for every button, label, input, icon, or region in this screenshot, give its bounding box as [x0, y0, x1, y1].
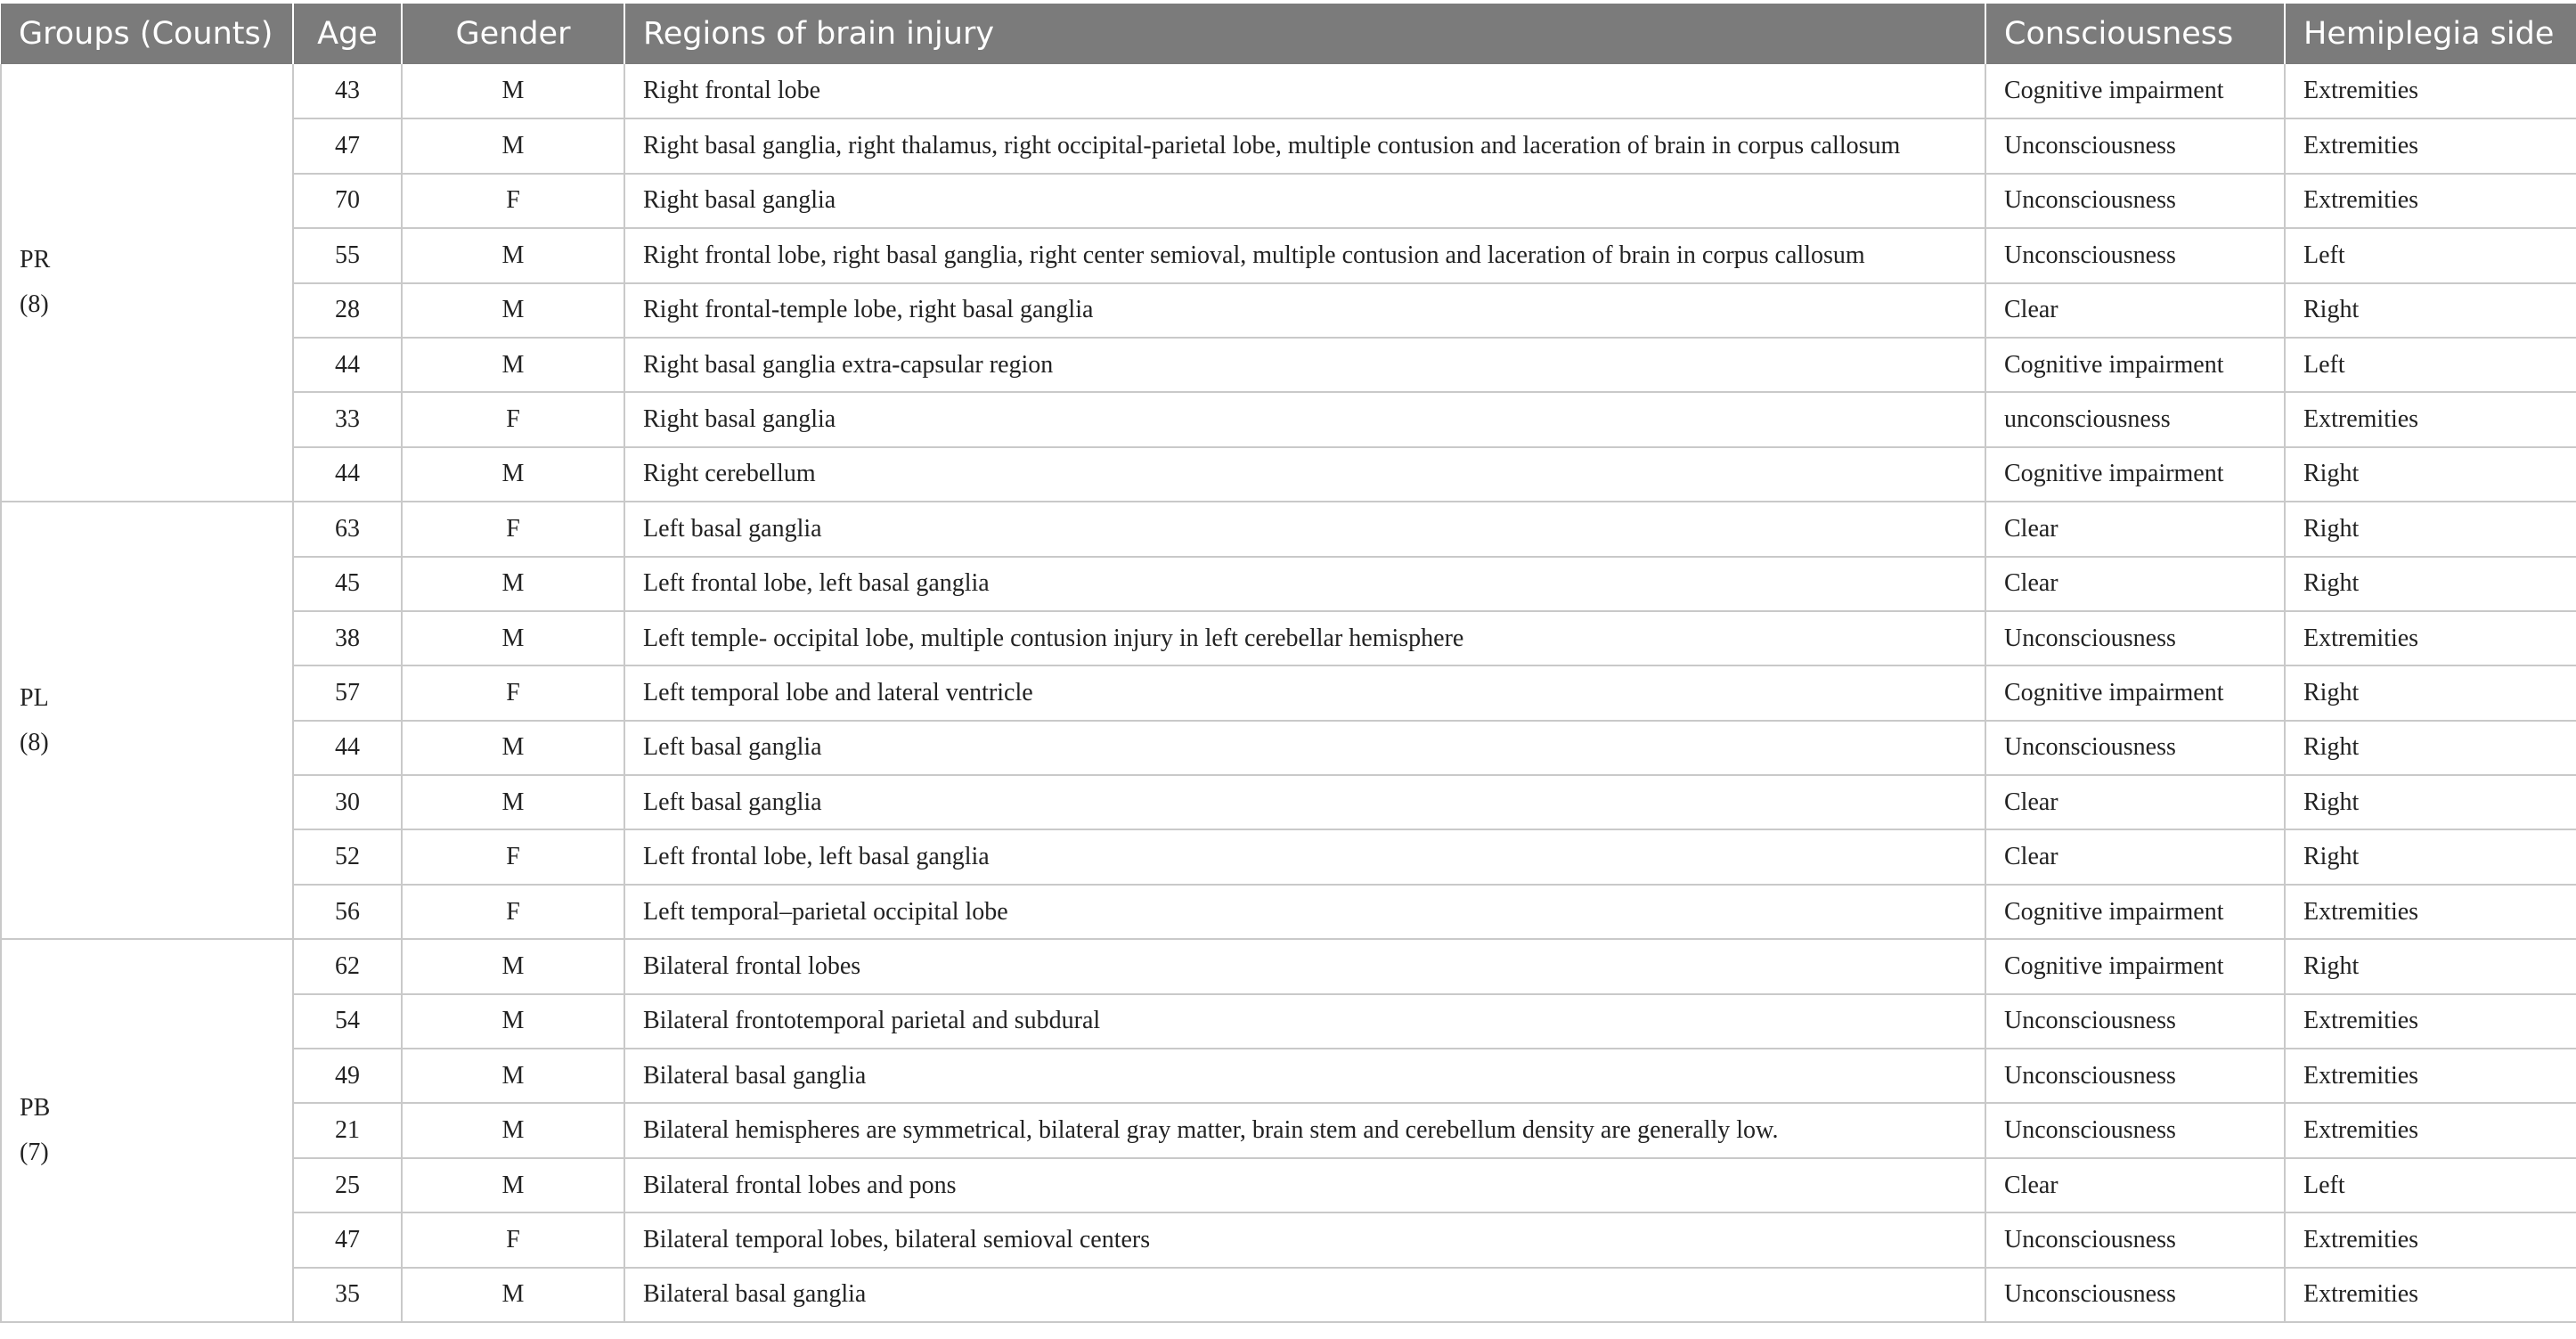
table-row — [1, 829, 2576, 884]
table-row — [1, 557, 2576, 611]
consciousness-cell: Cognitive impairment — [1985, 939, 2285, 993]
consciousness-cell: Clear — [1985, 283, 2285, 338]
hemiplegia-cell: Left — [2285, 1158, 2576, 1212]
hemiplegia-cell: Extremities — [2285, 174, 2576, 228]
table-row — [1, 1212, 2576, 1267]
gender-cell: F — [402, 502, 624, 556]
group-name: PR — [20, 246, 51, 274]
consciousness-cell: Clear — [1985, 1158, 2285, 1212]
region-cell: Left temple- occipital lobe, multiple contusion injury in left cerebellar hemisphere — [624, 611, 1985, 665]
gender-cell: M — [402, 1268, 624, 1322]
consciousness-cell: Cognitive impairment — [1985, 447, 2285, 502]
gender-cell: M — [402, 994, 624, 1049]
age-cell: 63 — [293, 502, 402, 556]
region-cell: Left frontal lobe, left basal ganglia — [624, 829, 1985, 884]
age-cell: 52 — [293, 829, 402, 884]
age-cell: 35 — [293, 1268, 402, 1322]
region-cell: Left frontal lobe, left basal ganglia — [624, 557, 1985, 611]
age-cell: 21 — [293, 1103, 402, 1157]
consciousness-cell: Unconsciousness — [1985, 228, 2285, 282]
table-row — [1, 174, 2576, 228]
age-cell: 25 — [293, 1158, 402, 1212]
region-cell: Right frontal-temple lobe, right basal ganglia — [624, 283, 1985, 338]
region-cell: Bilateral hemispheres are symmetrical, bilateral gray matter, brain stem and cerebellum density are generally low. — [624, 1103, 1985, 1157]
gender-cell: M — [402, 1158, 624, 1212]
hemiplegia-cell: Extremities — [2285, 392, 2576, 446]
region-cell: Left basal ganglia — [624, 775, 1985, 829]
region-cell: Left basal ganglia — [624, 721, 1985, 775]
consciousness-cell: Cognitive impairment — [1985, 338, 2285, 392]
age-cell: 56 — [293, 885, 402, 939]
gender-cell: M — [402, 447, 624, 502]
hemiplegia-cell: Extremities — [2285, 994, 2576, 1049]
gender-cell: F — [402, 174, 624, 228]
hemiplegia-cell: Right — [2285, 665, 2576, 720]
consciousness-cell: Unconsciousness — [1985, 174, 2285, 228]
hemiplegia-cell: Extremities — [2285, 1049, 2576, 1103]
consciousness-cell: Unconsciousness — [1985, 1049, 2285, 1103]
gender-cell: M — [402, 283, 624, 338]
age-cell: 38 — [293, 611, 402, 665]
group-count: (8) — [20, 728, 49, 756]
hemiplegia-cell: Right — [2285, 557, 2576, 611]
table-row — [1, 228, 2576, 282]
gender-cell: M — [402, 228, 624, 282]
consciousness-cell: Unconsciousness — [1985, 611, 2285, 665]
consciousness-cell: Unconsciousness — [1985, 1268, 2285, 1322]
consciousness-cell: Clear — [1985, 829, 2285, 884]
hemiplegia-cell: Right — [2285, 447, 2576, 502]
region-cell: Right basal ganglia extra-capsular region — [624, 338, 1985, 392]
gender-cell: M — [402, 338, 624, 392]
gender-cell: F — [402, 665, 624, 720]
hemiplegia-cell: Right — [2285, 283, 2576, 338]
region-cell: Bilateral temporal lobes, bilateral semioval centers — [624, 1212, 1985, 1267]
patient-table — [0, 4, 2576, 1323]
region-cell: Right frontal lobe — [624, 64, 1985, 118]
hemiplegia-cell: Extremities — [2285, 1212, 2576, 1267]
hemiplegia-cell: Extremities — [2285, 611, 2576, 665]
table-row — [1, 447, 2576, 502]
patient-table-container — [0, 4, 2576, 1323]
group-count: (8) — [20, 290, 49, 319]
table-row — [1, 1158, 2576, 1212]
age-cell: 47 — [293, 118, 402, 173]
consciousness-cell: unconsciousness — [1985, 392, 2285, 446]
hemiplegia-cell: Extremities — [2285, 118, 2576, 173]
consciousness-cell: Unconsciousness — [1985, 118, 2285, 173]
table-body — [1, 64, 2576, 1322]
group-name: PB — [20, 1094, 51, 1123]
age-cell: 47 — [293, 1212, 402, 1267]
region-cell: Right basal ganglia — [624, 392, 1985, 446]
consciousness-cell: Cognitive impairment — [1985, 665, 2285, 720]
group-count: (7) — [20, 1139, 49, 1167]
age-cell: 55 — [293, 228, 402, 282]
consciousness-cell: Unconsciousness — [1985, 1212, 2285, 1267]
region-cell: Bilateral frontotemporal parietal and subdural — [624, 994, 1985, 1049]
age-cell: 28 — [293, 283, 402, 338]
gender-cell: M — [402, 1049, 624, 1103]
gender-cell: M — [402, 118, 624, 173]
gender-cell: F — [402, 885, 624, 939]
gender-cell: M — [402, 611, 624, 665]
group-cell — [1, 502, 293, 939]
consciousness-cell: Cognitive impairment — [1985, 64, 2285, 118]
gender-cell: M — [402, 557, 624, 611]
consciousness-cell: Unconsciousness — [1985, 1103, 2285, 1157]
region-cell: Left temporal–parietal occipital lobe — [624, 885, 1985, 939]
header-age: Age — [293, 4, 402, 64]
region-cell: Right basal ganglia, right thalamus, right occipital-parietal lobe, multiple contusion and laceration of brain in corpus callosum — [624, 118, 1985, 173]
table-header-row — [1, 4, 2576, 64]
age-cell: 62 — [293, 939, 402, 993]
gender-cell: M — [402, 721, 624, 775]
age-cell: 44 — [293, 447, 402, 502]
consciousness-cell: Unconsciousness — [1985, 721, 2285, 775]
region-cell: Bilateral basal ganglia — [624, 1268, 1985, 1322]
region-cell: Right basal ganglia — [624, 174, 1985, 228]
hemiplegia-cell: Extremities — [2285, 1268, 2576, 1322]
hemiplegia-cell: Right — [2285, 939, 2576, 993]
consciousness-cell: Unconsciousness — [1985, 994, 2285, 1049]
region-cell: Right frontal lobe, right basal ganglia, right center semioval, multiple contusion and laceration of brain in corpus callosum — [624, 228, 1985, 282]
age-cell: 44 — [293, 338, 402, 392]
age-cell: 45 — [293, 557, 402, 611]
region-cell: Bilateral basal ganglia — [624, 1049, 1985, 1103]
table-row — [1, 611, 2576, 665]
gender-cell: M — [402, 939, 624, 993]
hemiplegia-cell: Right — [2285, 502, 2576, 556]
hemiplegia-cell: Left — [2285, 228, 2576, 282]
group-cell — [1, 939, 293, 1322]
header-hemiplegia: Hemiplegia side — [2285, 4, 2576, 64]
consciousness-cell: Cognitive impairment — [1985, 885, 2285, 939]
gender-cell: F — [402, 829, 624, 884]
age-cell: 49 — [293, 1049, 402, 1103]
gender-cell: F — [402, 392, 624, 446]
table-row — [1, 721, 2576, 775]
gender-cell: M — [402, 775, 624, 829]
age-cell: 54 — [293, 994, 402, 1049]
group-name: PL — [20, 683, 49, 712]
hemiplegia-cell: Right — [2285, 775, 2576, 829]
region-cell: Right cerebellum — [624, 447, 1985, 502]
hemiplegia-cell: Extremities — [2285, 885, 2576, 939]
table-row — [1, 338, 2576, 392]
age-cell: 30 — [293, 775, 402, 829]
gender-cell: F — [402, 1212, 624, 1267]
region-cell: Left basal ganglia — [624, 502, 1985, 556]
hemiplegia-cell: Left — [2285, 338, 2576, 392]
hemiplegia-cell: Right — [2285, 721, 2576, 775]
group-cell — [1, 64, 293, 502]
hemiplegia-cell: Extremities — [2285, 64, 2576, 118]
table-row — [1, 1103, 2576, 1157]
age-cell: 33 — [293, 392, 402, 446]
table-row — [1, 775, 2576, 829]
consciousness-cell: Clear — [1985, 775, 2285, 829]
hemiplegia-cell: Right — [2285, 829, 2576, 884]
region-cell: Bilateral frontal lobes and pons — [624, 1158, 1985, 1212]
table-row — [1, 502, 2576, 556]
age-cell: 70 — [293, 174, 402, 228]
region-cell: Bilateral frontal lobes — [624, 939, 1985, 993]
age-cell: 43 — [293, 64, 402, 118]
table-row — [1, 1049, 2576, 1103]
header-gender: Gender — [402, 4, 624, 64]
consciousness-cell: Clear — [1985, 502, 2285, 556]
table-row — [1, 392, 2576, 446]
consciousness-cell: Clear — [1985, 557, 2285, 611]
table-row — [1, 64, 2576, 118]
table-row — [1, 665, 2576, 720]
table-row — [1, 118, 2576, 173]
table-row — [1, 994, 2576, 1049]
gender-cell: M — [402, 64, 624, 118]
table-row — [1, 885, 2576, 939]
gender-cell: M — [402, 1103, 624, 1157]
table-row — [1, 283, 2576, 338]
header-consciousness: Consciousness — [1985, 4, 2285, 64]
hemiplegia-cell: Extremities — [2285, 1103, 2576, 1157]
table-row — [1, 1268, 2576, 1322]
age-cell: 44 — [293, 721, 402, 775]
region-cell: Left temporal lobe and lateral ventricle — [624, 665, 1985, 720]
header-regions: Regions of brain injury — [624, 4, 1985, 64]
table-row — [1, 939, 2576, 993]
age-cell: 57 — [293, 665, 402, 720]
header-groups: Groups (Counts) — [1, 4, 293, 64]
